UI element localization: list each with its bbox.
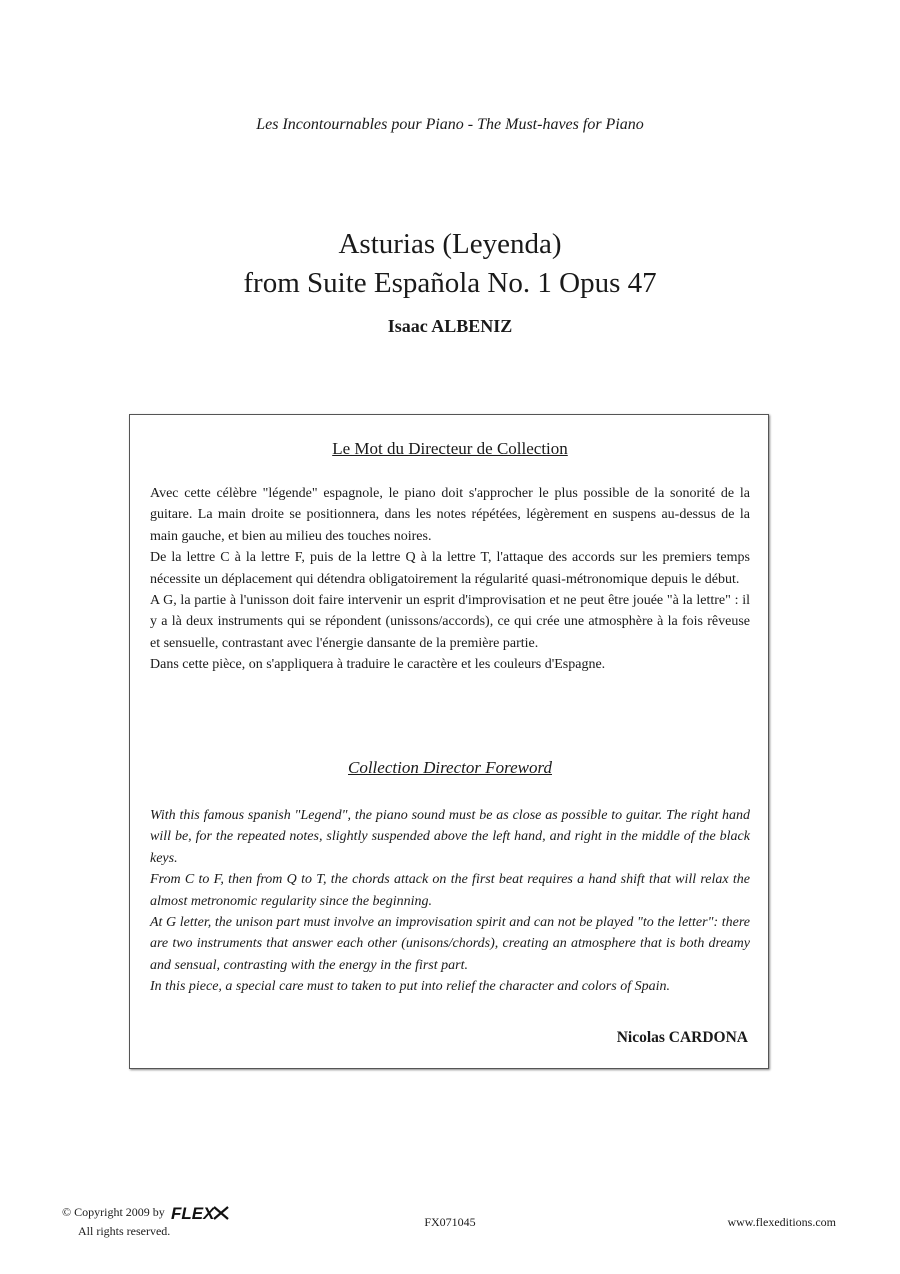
- copyright-text: © Copyright 2009 by: [62, 1204, 165, 1219]
- foreword-fr-paragraph: De la lettre C à la lettre F, puis de la lettre Q à la lettre T, l'attaque des accords sur les premiers temps nécessite un déplacement qui détendra obligatoirement la régularité quasi-métronomique depuis le début.: [150, 550, 750, 587]
- foreword-box: [129, 414, 769, 1069]
- foreword-fr-heading: Le Mot du Directeur de Collection: [332, 439, 568, 458]
- foreword-en-heading: Collection Director Foreword: [348, 758, 552, 777]
- foreword-en-text: [150, 805, 750, 998]
- signature: Nicolas CARDONA: [616, 1029, 748, 1046]
- foreword-fr-text: [150, 483, 750, 676]
- foreword-en-paragraph: At G letter, the unison part must involve an improvisation spirit and can not be played "to the letter": there are two instruments that answer each other (unisons/chords), creating an atmosphere that is both dreamy and sensual, contrasting with the energy in the first part.: [150, 915, 750, 973]
- foreword-en-paragraph: In this piece, a special care must to taken to put into relief the character and colors of Spain.: [150, 979, 670, 995]
- website-link[interactable]: www.flexeditions.com: [727, 1215, 836, 1229]
- foreword-en-paragraph: From C to F, then from Q to T, the chords attack on the first beat requires a hand shift that will relax the almost metronomic regularity since the beginning.: [150, 872, 750, 909]
- piece-subtitle: from Suite Española No. 1 Opus 47: [243, 267, 657, 299]
- logo-text: FLEX: [170, 1204, 215, 1223]
- foreword-fr-paragraph: Avec cette célèbre "légende" espagnole, le piano doit s'approcher le plus possible de la sonorité de la guitare. La main droite se positionnera, dans les notes répétées, légèrement en suspens au-dessus de la main gauche, et bien au milieu des touches noires.: [150, 486, 750, 544]
- composer-name: Isaac ALBENIZ: [387, 316, 513, 336]
- rights-text: All rights reserved.: [78, 1224, 171, 1238]
- collection-series-title: Les Incontournables pour Piano - The Must-haves for Piano: [256, 116, 644, 133]
- catalog-code: FX071045: [424, 1215, 476, 1229]
- foreword-fr-paragraph: A G, la partie à l'unisson doit faire intervenir un esprit d'improvisation et ne peut être jouée "à la lettre" : il y a là deux instruments qui se répondent (unissons/accords), ce qui crée une atmosphère à la fois rêveuse et sensuelle, contrastant avec l'énergie dansante de la première partie.: [150, 593, 750, 651]
- foreword-en-paragraph: With this famous spanish "Legend", the piano sound must be as close as possible to guitar. The right hand will be, for the repeated notes, slightly suspended above the left hand, and right in the middle of the black keys.: [150, 808, 750, 866]
- foreword-fr-paragraph: Dans cette pièce, on s'appliquera à traduire le caractère et les couleurs d'Espagne.: [150, 657, 606, 673]
- piece-title: Asturias (Leyenda): [338, 228, 562, 260]
